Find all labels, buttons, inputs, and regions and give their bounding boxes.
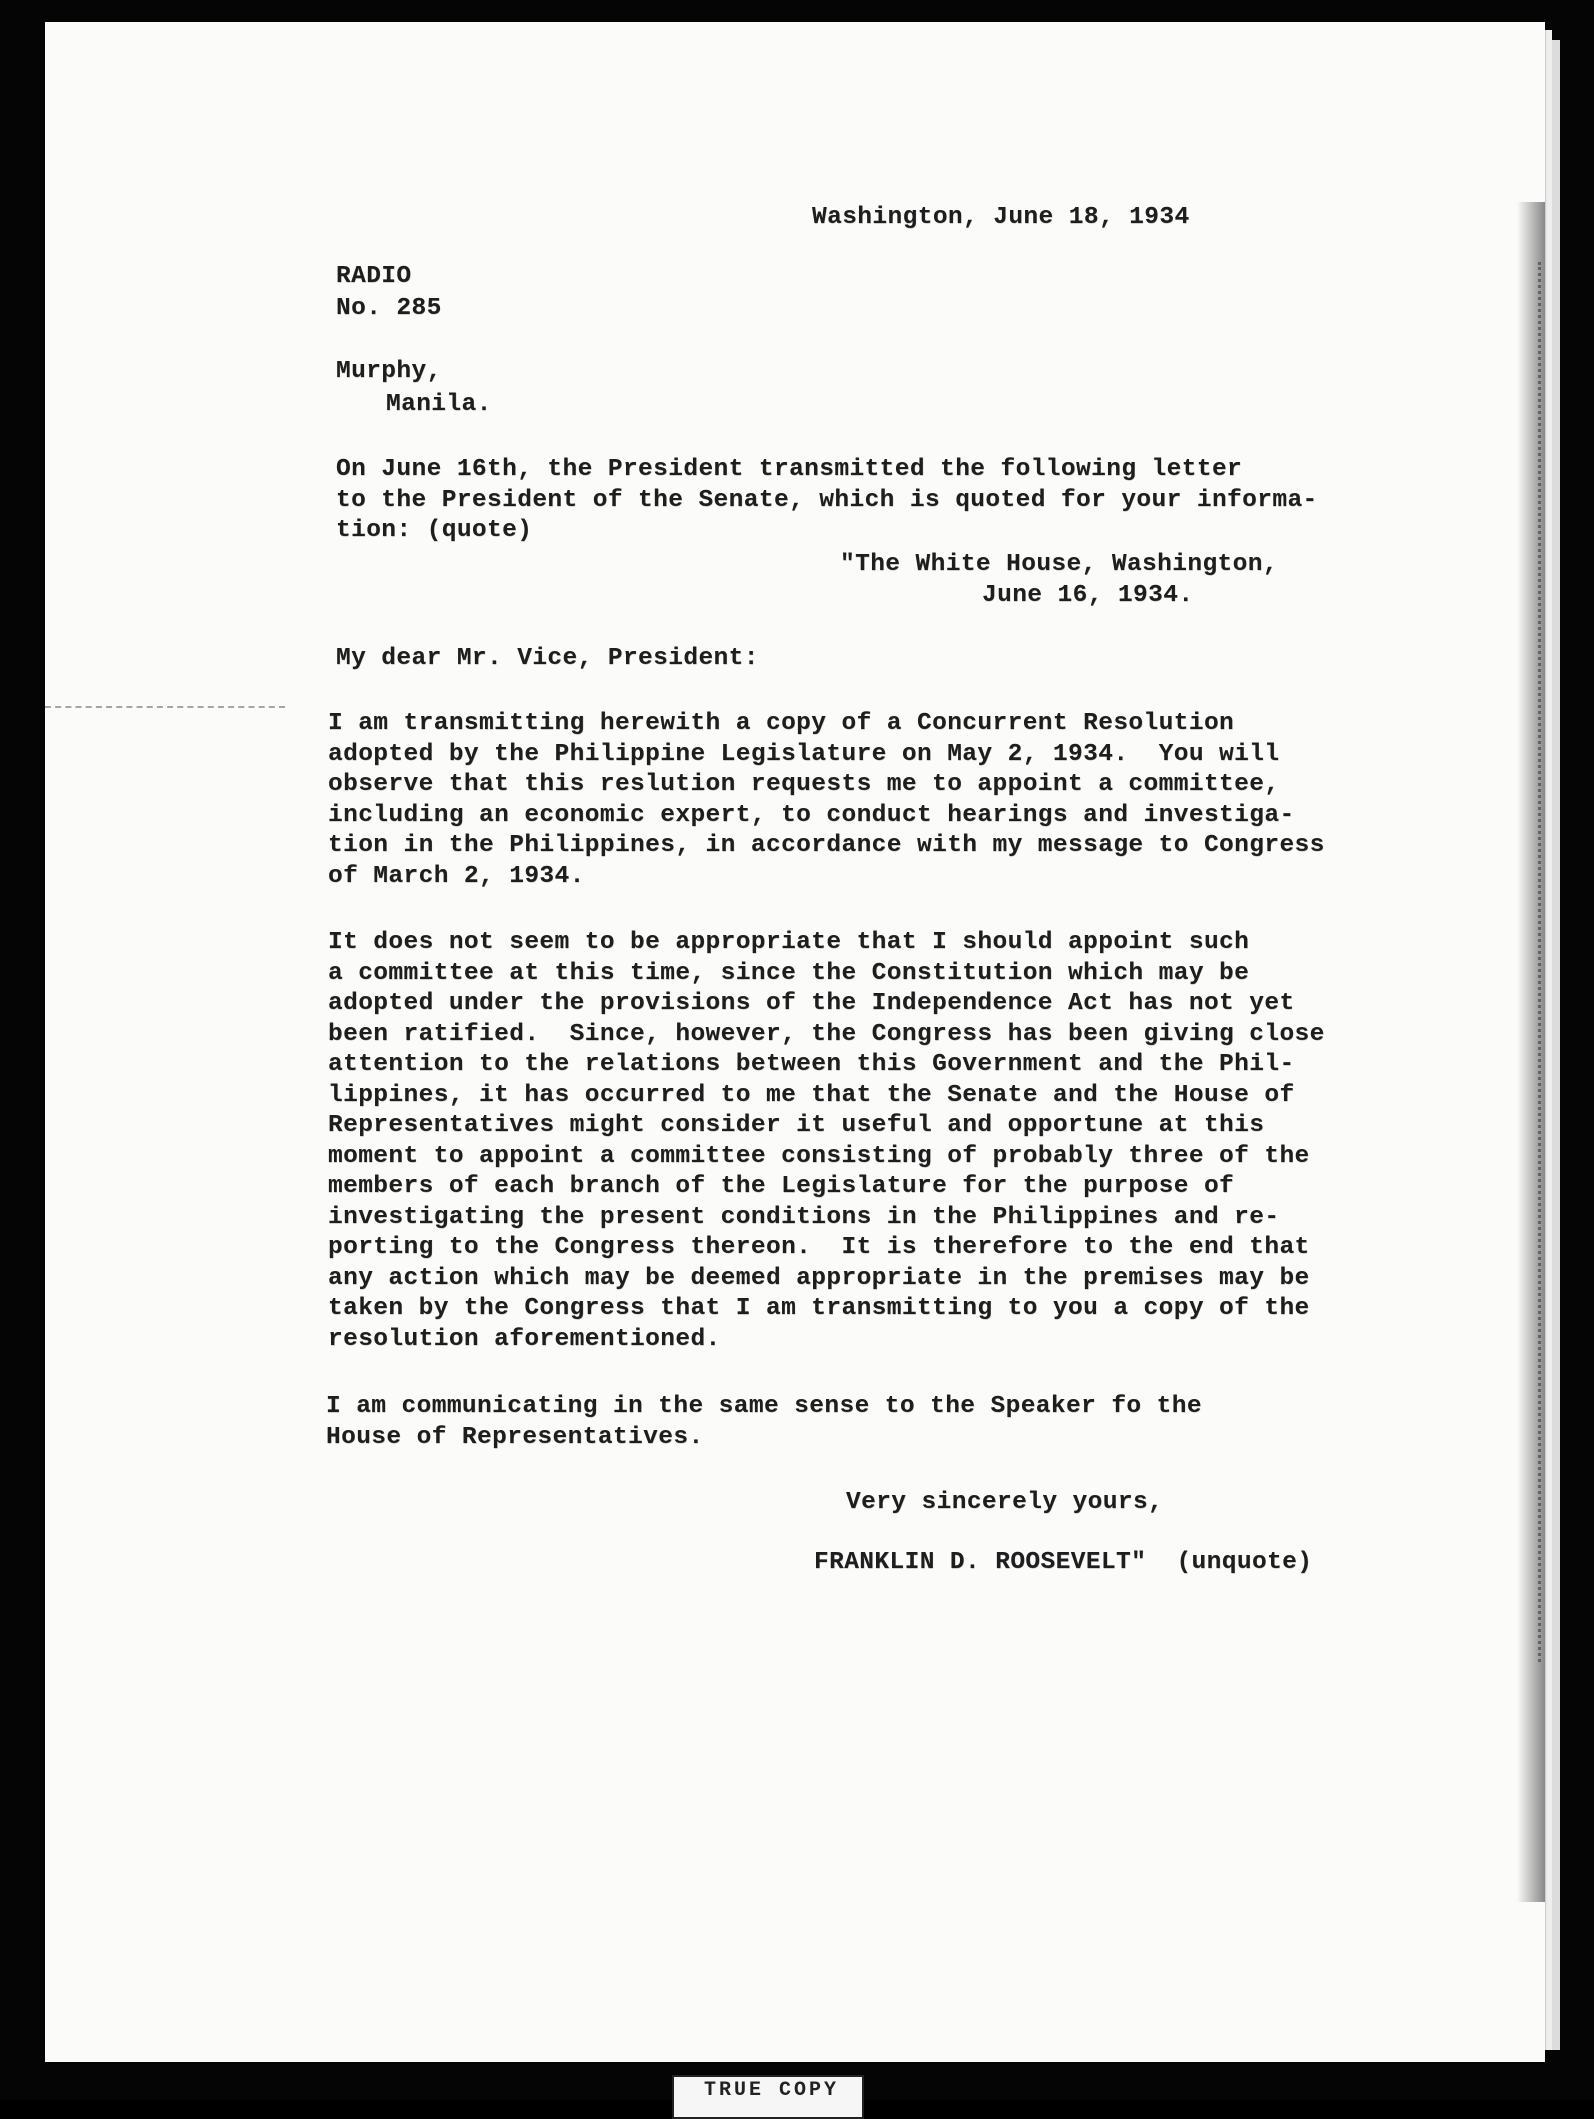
addressee-name: Murphy,	[336, 358, 442, 385]
quoted-letter-date: June 16, 1934.	[982, 582, 1194, 609]
letter-paragraph-3: I am communicating in the same sense to the Speaker fo the House of Representatives.	[326, 1393, 1202, 1451]
radio-number: No. 285	[336, 295, 442, 322]
true-copy-tab	[672, 2075, 864, 2119]
fold-crease	[45, 706, 285, 710]
date-line: Washington, June 18, 1934	[812, 204, 1190, 231]
radio-label: RADIO	[336, 263, 412, 290]
quoted-letter-place: "The White House, Washington,	[840, 551, 1278, 578]
addressee-city: Manila.	[386, 391, 492, 418]
closing: Very sincerely yours,	[846, 1489, 1164, 1516]
salutation: My dear Mr. Vice, President:	[336, 645, 759, 672]
letter-paragraph-2: It does not seem to be appropriate that I should appoint such a committee at this time, since the Constitution which may be adopted under the provisions of the Independence Act has not yet been ratified. Since, however, the Congress has been giving close attention to the relations between this Government and the Phil- lippines, it has occurred to me that the Senate and the House of Representatives might consider it useful and opportune at this moment to appoint a committee consisting of probably three of the members of each branch of the Legislature for the purpose of investigating the present conditions in the Philippines and re- porting to the Congress thereon. It is therefore to the end that any action which may be deemed appropriate in the premises may be taken by the Congress that I am transmitting to you a copy of the resolution aforementioned.	[328, 929, 1325, 1353]
page-edge-marks	[1528, 262, 1541, 1662]
letter-paragraph-1: I am transmitting herewith a copy of a Concurrent Resolution adopted by the Philippine Legislature on May 2, 1934. You will observe that this reslution requests me to appoint a committee, including an economic expert, to conduct hearings and investiga- tion in the Philippines, in accordance with my message to Congress of March 2, 1934.	[328, 710, 1325, 890]
intro-paragraph: On June 16th, the President transmitted the following letter to the President of the Senate, which is quoted for your informa- tion: (quote)	[336, 456, 1318, 544]
true-copy-label: TRUE COPY	[704, 2079, 840, 2102]
signature-line: FRANKLIN D. ROOSEVELT" (unquote)	[814, 1549, 1313, 1576]
